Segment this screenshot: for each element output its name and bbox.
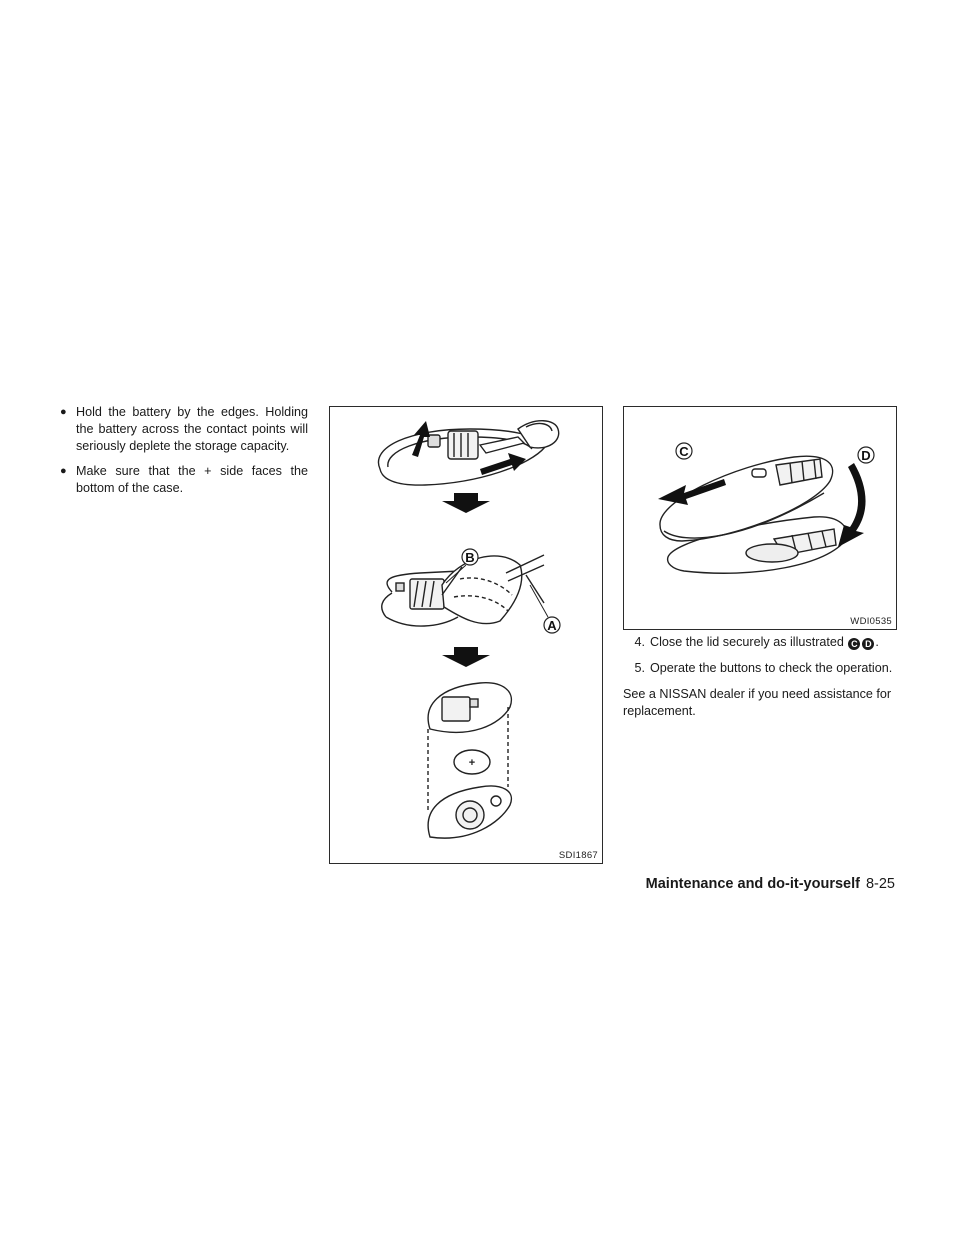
bullet-item-plus-side <box>60 463 308 497</box>
callout-d-label: D <box>861 448 871 463</box>
callout-c-label: C <box>679 444 689 459</box>
step-number: 5. <box>634 661 645 675</box>
fob-with-key-drawing <box>378 421 558 485</box>
down-arrow-icon <box>442 493 490 513</box>
bullet-icon: ● <box>60 465 67 477</box>
bullet-item-edges <box>60 404 308 455</box>
callout-b-label: B <box>465 550 475 565</box>
ref-c-badge: C <box>848 638 860 650</box>
page-number: 8-25 <box>865 876 895 892</box>
arrow-d-icon <box>838 463 866 547</box>
down-arrow-icon <box>442 647 490 667</box>
close-lid-illustration <box>623 406 897 630</box>
step-item <box>623 660 895 677</box>
battery-handling-notes <box>60 404 308 505</box>
page-footer <box>646 876 895 892</box>
step-text <box>650 634 895 651</box>
step-text-body: Close the lid securely as illustrated <box>650 635 844 649</box>
bullet-text: Make sure that the + side faces the bottom of the case. <box>76 464 308 495</box>
step-text: Operate the buttons to check the operation. <box>650 661 893 675</box>
step-item <box>623 634 895 651</box>
pry-open-drawing <box>382 555 544 626</box>
figure-code: WDI0535 <box>850 616 892 627</box>
battery-removal-illustration <box>329 406 603 864</box>
close-lid-drawing <box>624 407 896 629</box>
step-number: 4. <box>634 635 645 649</box>
battery-plus-label: + <box>468 757 476 769</box>
dealer-note: See a NISSAN dealer if you need assistance for replacement. <box>623 687 892 718</box>
figure-code: SDI1867 <box>558 850 598 861</box>
bullet-text: Hold the battery by the edges. Holding the battery across the contact points will seriously deplete the storage capacity. <box>76 405 308 453</box>
closing-steps <box>623 634 895 720</box>
step-text-end: . <box>875 635 879 649</box>
callout-a-label: A <box>547 618 557 633</box>
section-title: Maintenance and do-it-yourself <box>645 876 860 892</box>
fob-disassembly-drawing <box>330 407 602 863</box>
bullet-icon: ● <box>60 406 67 418</box>
ref-d-badge: D <box>862 638 874 650</box>
